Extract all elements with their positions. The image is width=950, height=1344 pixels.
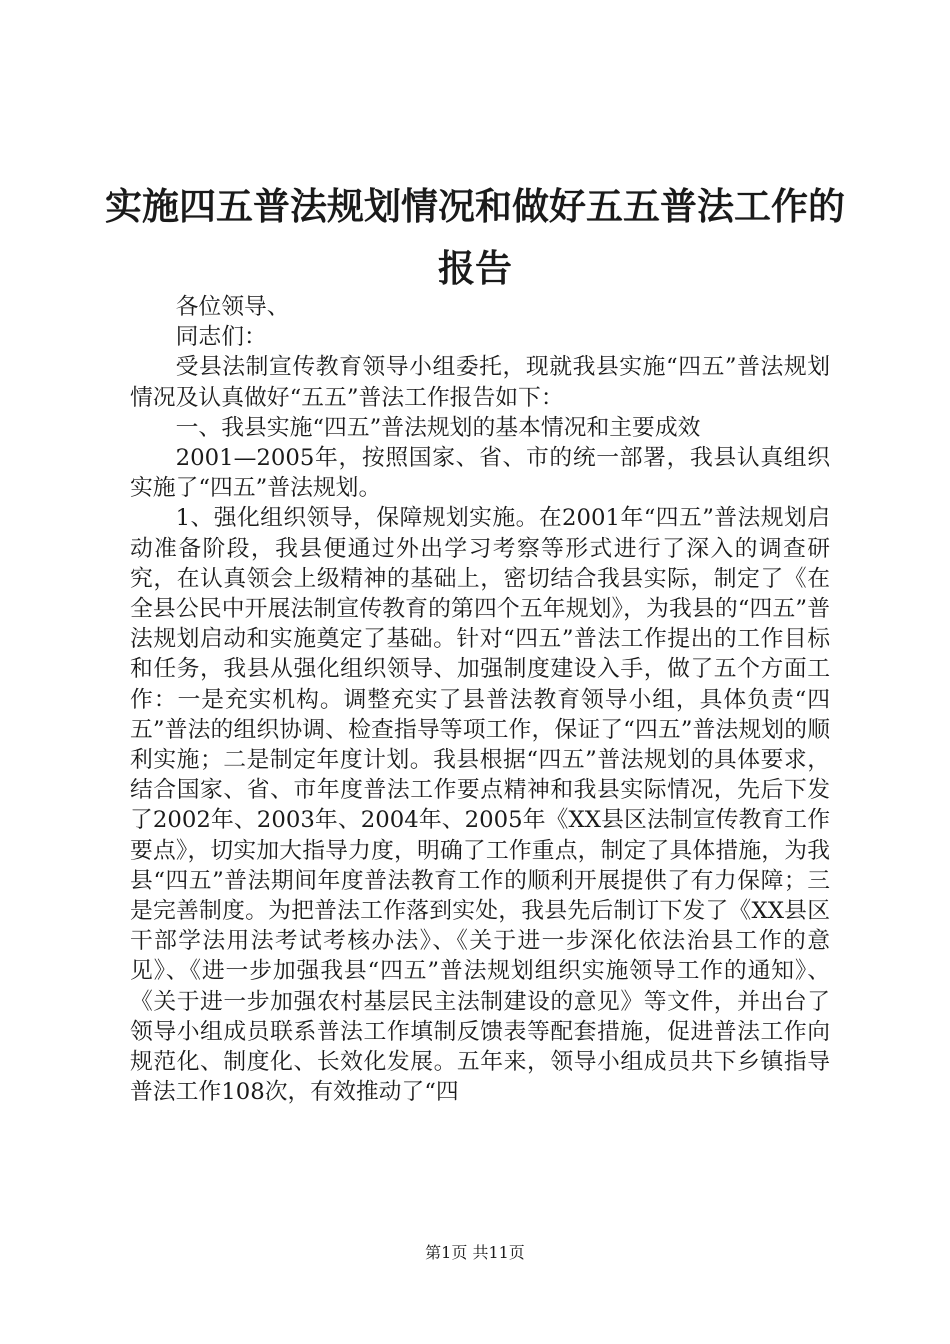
salutation-leaders: 各位领导、 (175, 294, 290, 320)
document-title-line-1: 实施四五普法规划情况和做好五五普法工作的 (105, 184, 845, 228)
document-title-line-2: 报告 (438, 246, 512, 290)
paragraph-intro: 受县法制宣传教育领导小组委托，现就我县实施“四五”普法规划情况及认真做好“五五”普法工作报告如下： (130, 354, 830, 411)
page-number: 第1页 共11页 (425, 1243, 525, 1262)
paragraph-point-1: 1、强化组织领导，保障规划实施。在2001年“四五”普法规划启动准备阶段，我县便通过外出学习考察等形式进行了深入的调查研究，在认真领会上级精神的基础上，密切结合我县实际，制定了《在全县公民中开展法制宣传教育的第四个五年规划》，为我县的“四五”普法规划启动和实施奠定了基础。针对“四五”普法工作提出的工作目标和任务，我县从强化组织领导、加强制度建设入手，做了五个方面工作：一是充实机构。调整充实了县普法教育领导小组，具体负责“四五”普法的组织协调、检查指导等项工作，保证了“四五”普法规划的顺利实施；二是制定年度计划。我县根据“四五”普法规划的具体要求，结合国家、省、市年度普法工作要点精神和我县实际情况，先后下发了2002年、2003年、2004年、2005年《XX县区法制宣传教育工作要点》，切实加大指导力度，明确了工作重点，制定了具体措施，为我县“四五”普法期间年度普法教育工作的顺利开展提供了有力保障；三是完善制度。为把普法工作落到实处，我县先后制订下发了《XX县区干部学法用法考试考核办法》、《关于进一步深化依法治县工作的意见》、《进一步加强我县“四五”普法规划组织实施领导工作的通知》、《关于进一步加强农村基层民主法制建设的意见》等文件，并出台了领导小组成员联系普法工作填制反馈表等配套措施，促进普法工作向规范化、制度化、长效化发展。五年来，领导小组成员共下乡镇指导普法工作108次，有效推动了“四 (130, 505, 830, 1106)
paragraph-overview: 2001—2005年，按照国家、省、市的统一部署，我县认真组织实施了“四五”普法规划。 (130, 445, 830, 502)
section-heading-1: 一、我县实施“四五”普法规划的基本情况和主要成效 (175, 414, 701, 441)
salutation-comrades: 同志们： (175, 324, 267, 351)
document-body (130, 292, 830, 1107)
